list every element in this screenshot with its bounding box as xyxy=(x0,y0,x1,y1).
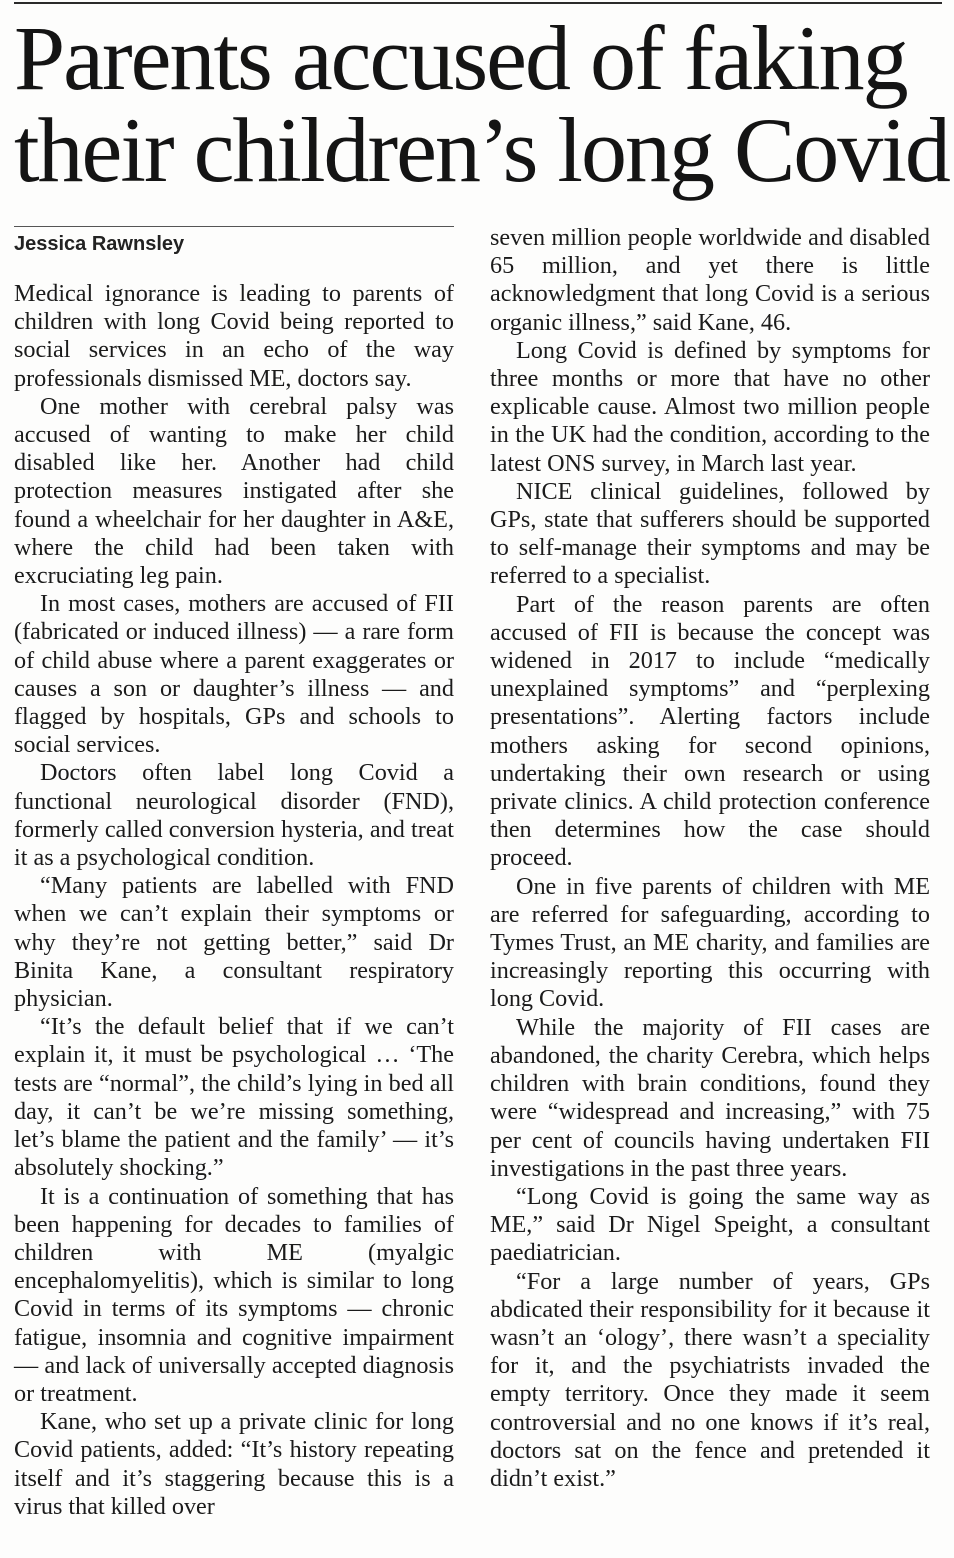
headline xyxy=(14,7,949,201)
paragraph: “It’s the default belief that if we can’t explain it, it must be psychological … ‘The tests are “normal”, the child’s lying in bed all day, it can’t be we’re missing something, let’s blame the patient and the family’ — it’s absolutely shocking.” xyxy=(14,1013,454,1182)
paragraph: Medical ignorance is leading to parents of children with long Covid being reported to social services in an echo of the way professionals dismissed ME, doctors say. xyxy=(14,280,454,392)
paragraph: One mother with cerebral palsy was accused of wanting to make her child disabled like her. Another had child protection measures instigated after she found a wheelchair for her daughter in A&E, where the child had been taken with excruciating leg pain. xyxy=(14,392,454,590)
paragraph: seven million people worldwide and disabled 65 million, and yet there is little acknowledgment that long Covid is a serious organic illness,” said Kane, 46. xyxy=(490,224,930,336)
paragraph: One in five parents of children with ME are referred for safeguarding, according to Tymes Trust, an ME charity, and families are increasingly reporting this occurring with long Covid. xyxy=(490,872,930,1013)
headline-line-2: their children’s long Covid xyxy=(14,99,949,201)
byline-rule xyxy=(14,226,454,227)
paragraph: “Many patients are labelled with FND when we can’t explain their symptoms or why they’re not getting better,” said Dr Binita Kane, a consultant respiratory physician. xyxy=(14,872,454,1013)
paragraph: “Long Covid is going the same way as ME,” said Dr Nigel Speight, a consultant paediatrician. xyxy=(490,1182,930,1267)
headline-line-1: Parents accused of faking xyxy=(14,7,907,109)
paragraph: While the majority of FII cases are abandoned, the charity Cerebra, which helps children with brain conditions, found they were “widespread and increasing,” with 75 per cent of councils having undertaken FII investigations in the past three years. xyxy=(490,1013,930,1182)
byline: Jessica Rawnsley xyxy=(14,233,185,255)
paragraph: Long Covid is defined by symptoms for three months or more that have no other explicable cause. Almost two million people in the UK had the condition, according to the latest ONS survey, in March last year. xyxy=(490,336,930,477)
article-column-right xyxy=(490,224,930,1493)
top-rule xyxy=(14,2,942,4)
article-column-left xyxy=(14,280,454,1521)
paragraph: In most cases, mothers are accused of FII (fabricated or induced illness) — a rare form of child abuse where a parent exaggerates or causes a son or daughter’s illness — and flagged by hospitals, GPs and schools to social services. xyxy=(14,590,454,759)
paragraph: “For a large number of years, GPs abdicated their responsibility for it because it wasn’t an ‘ology’, there wasn’t a speciality for it, and the psychiatrists invaded the empty territory. Once they made it seem controversial and no one knows if it’s real, doctors sat on the fence and pretended it didn’t exist.” xyxy=(490,1267,930,1492)
paragraph: Kane, who set up a private clinic for long Covid patients, added: “It’s history repeating itself and it’s staggering because this is a virus that killed over xyxy=(14,1408,454,1520)
paragraph: Part of the reason parents are often accused of FII is because the concept was widened in 2017 to include “medically unexplained symptoms” and “perplexing presentations”. Alerting factors include mothers asking for second opinions, undertaking their own research or using private clinics. A child protection conference then determines how the case should proceed. xyxy=(490,590,930,872)
paragraph: Doctors often label long Covid a functional neurological disorder (FND), formerly called conversion hysteria, and treat it as a psychological condition. xyxy=(14,759,454,872)
paragraph: It is a continuation of something that has been happening for decades to families of children with ME (myalgic encephalomyelitis), which is similar to long Covid in terms of its symptoms — chronic fatigue, insomnia and cognitive impairment — and lack of universally accepted diagnosis or treatment. xyxy=(14,1182,454,1407)
paragraph: NICE clinical guidelines, followed by GPs, state that sufferers should be supported to self-manage their symptoms and may be referred to a specialist. xyxy=(490,477,930,590)
